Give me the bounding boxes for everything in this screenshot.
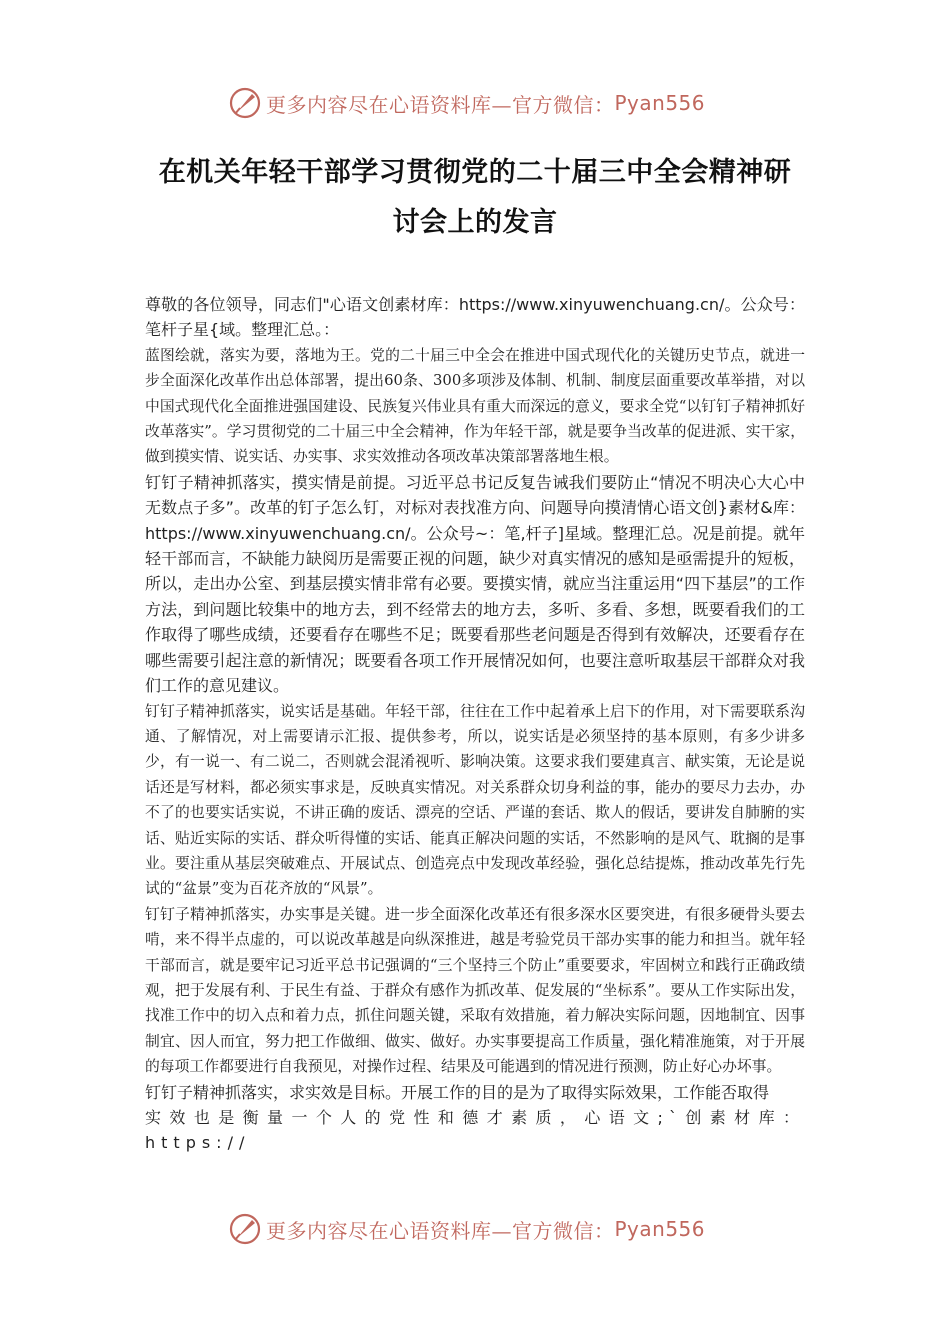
- banner-text: 更多内容尽在心语资料库—官方微信：: [266, 92, 615, 117]
- paragraph-speak-truth: 钉钉子精神抓落实，说实话是基础。年轻干部，往往在工作中起着承上启下的作用，对下需要联系沟通、了解情况，对上需要请示汇报、提供参考，所以，说实话是必须坚持的基本原则，有多少讲多少，有一说一、有二说二，否则就会混淆视听、影响决策。这要求我们要建真言、献实策，无论是说话还是写材料，都必须实事求是，反映真实情况。对关系群众切身利益的事，能办的要尽力去办，办不了的也要实话实说，不讲正确的废话、漂亮的空话、严谨的套话、欺人的假话，要讲发自肺腑的实话、贴近实际的实话、群众听得懂的实话、能真正解决问题的实话，不然影响的是风气、耽搁的是事业。要注重从基层突破难点、开展试点、创造亮点中发现改革经验，强化总结提炼，推动改革先行先试的“盆景”变为百花齐放的“风景”。: [145, 702, 805, 898]
- quill-logo-icon: [228, 86, 262, 120]
- banner-wechat-id: Pyan556: [614, 91, 706, 115]
- paragraph-do-practical: 钉钉子精神抓落实，办实事是关键。进一步全面深化改革还有很多深水区要突进，有很多硬骨头要去啃，来不得半点虚的，可以说改革越是向纵深推进，越是考验党员干部办实事的能力和担当。就年轻干部而言，就是要牢记习近平总书记强调的“三个坚持三个防止”重要要求，牢固树立和践行正确政绩观，把于发展有利、于民生有益、于群众有感作为抓改革、促发展的“坐标系”。要从工作实际出发，找准工作中的切入点和着力点，抓住问题关键，采取有效措施，着力解决实际问题，因地制宜、因事制宜、因人而宜，努力把工作做细、做实、做好。办实事要提高工作质量，强化精准施策，对于开展的每项工作都要进行自我预见，对操作过程、结果及可能遇到的情况进行预测，防止好心办坏事。: [145, 905, 805, 1076]
- paragraph-salutation: 尊敬的各位领导，同志们"心语文创素材库：https://www.xinyuwenchuang.cn/。公众号：笔杆子星{域。整理汇总。：: [145, 295, 805, 340]
- paragraph-intro: 蓝图绘就，落实为要，落地为王。党的二十届三中全会在推进中国式现代化的关键历史节点，就进一步全面深化改革作出总体部署，提出60条、300多项涉及体制、机制、制度层面重要改革举措，对以中国式现代化全面推进强国建设、民族复兴伟业具有重大而深远的意义，要求全党“以钉钉子精神抓好改革落实”。学习贯彻党的二十届三中全会精神，作为年轻干部，就是要争当改革的促进派、实干家，做到摸实情、说实话、办实事、求实效推动各项改革决策部署落地生根。: [145, 346, 805, 466]
- header-banner: [228, 86, 728, 120]
- quill-logo-icon: [228, 1212, 262, 1246]
- document-title: [130, 148, 820, 248]
- document-body: [145, 292, 805, 1156]
- footer-banner: [228, 1212, 728, 1246]
- title-line-1: 在机关年轻干部学习贯彻党的二十届三中全会精神研: [158, 157, 792, 188]
- paragraph-investigate: 钉钉子精神抓落实，摸实情是前提。习近平总书记反复告诫我们要防止“情况不明决心大心中无数点子多”。改革的钉子怎么钉，对标对表找准方向、问题导向摸清情心语文创}素材&库：https://www.xinyuwenchuang.cn/。公众号~：笔,杆子]星域。整理汇总。况是前提。就年轻干部而言，不缺能力缺阅历是需要正视的问题，缺少对真实情况的感知是亟需提升的短板，所以，走出办公室、到基层摸实情非常有必要。要摸实情，就应当注重运用“四下基层”的工作方法，到问题比较集中的地方去，到不经常去的地方去，多听、多看、多想，既要看我们的工作取得了哪些成绩，还要看存在哪些不足；既要看那些老问题是否得到有效解决，还要看存在哪些需要引起注意的新情况；既要看各项工作开展情况如何，也要注意听取基层干部群众对我们工作的意见建议。: [145, 472, 805, 696]
- banner-text: 更多内容尽在心语资料库—官方微信：: [266, 1218, 615, 1243]
- banner-wechat-id: Pyan556: [614, 1217, 706, 1241]
- paragraph-seek-results: 钉钉子精神抓落实，求实效是目标。开展工作的目的是为了取得实际效果，工作能否取得: [145, 1082, 770, 1102]
- paragraph-seek-results-cont: 实效也是衡量一个人的党性和德才素质，心语文;`创素材库：https://: [145, 1108, 805, 1153]
- title-line-2: 讨会上的发言: [392, 207, 558, 238]
